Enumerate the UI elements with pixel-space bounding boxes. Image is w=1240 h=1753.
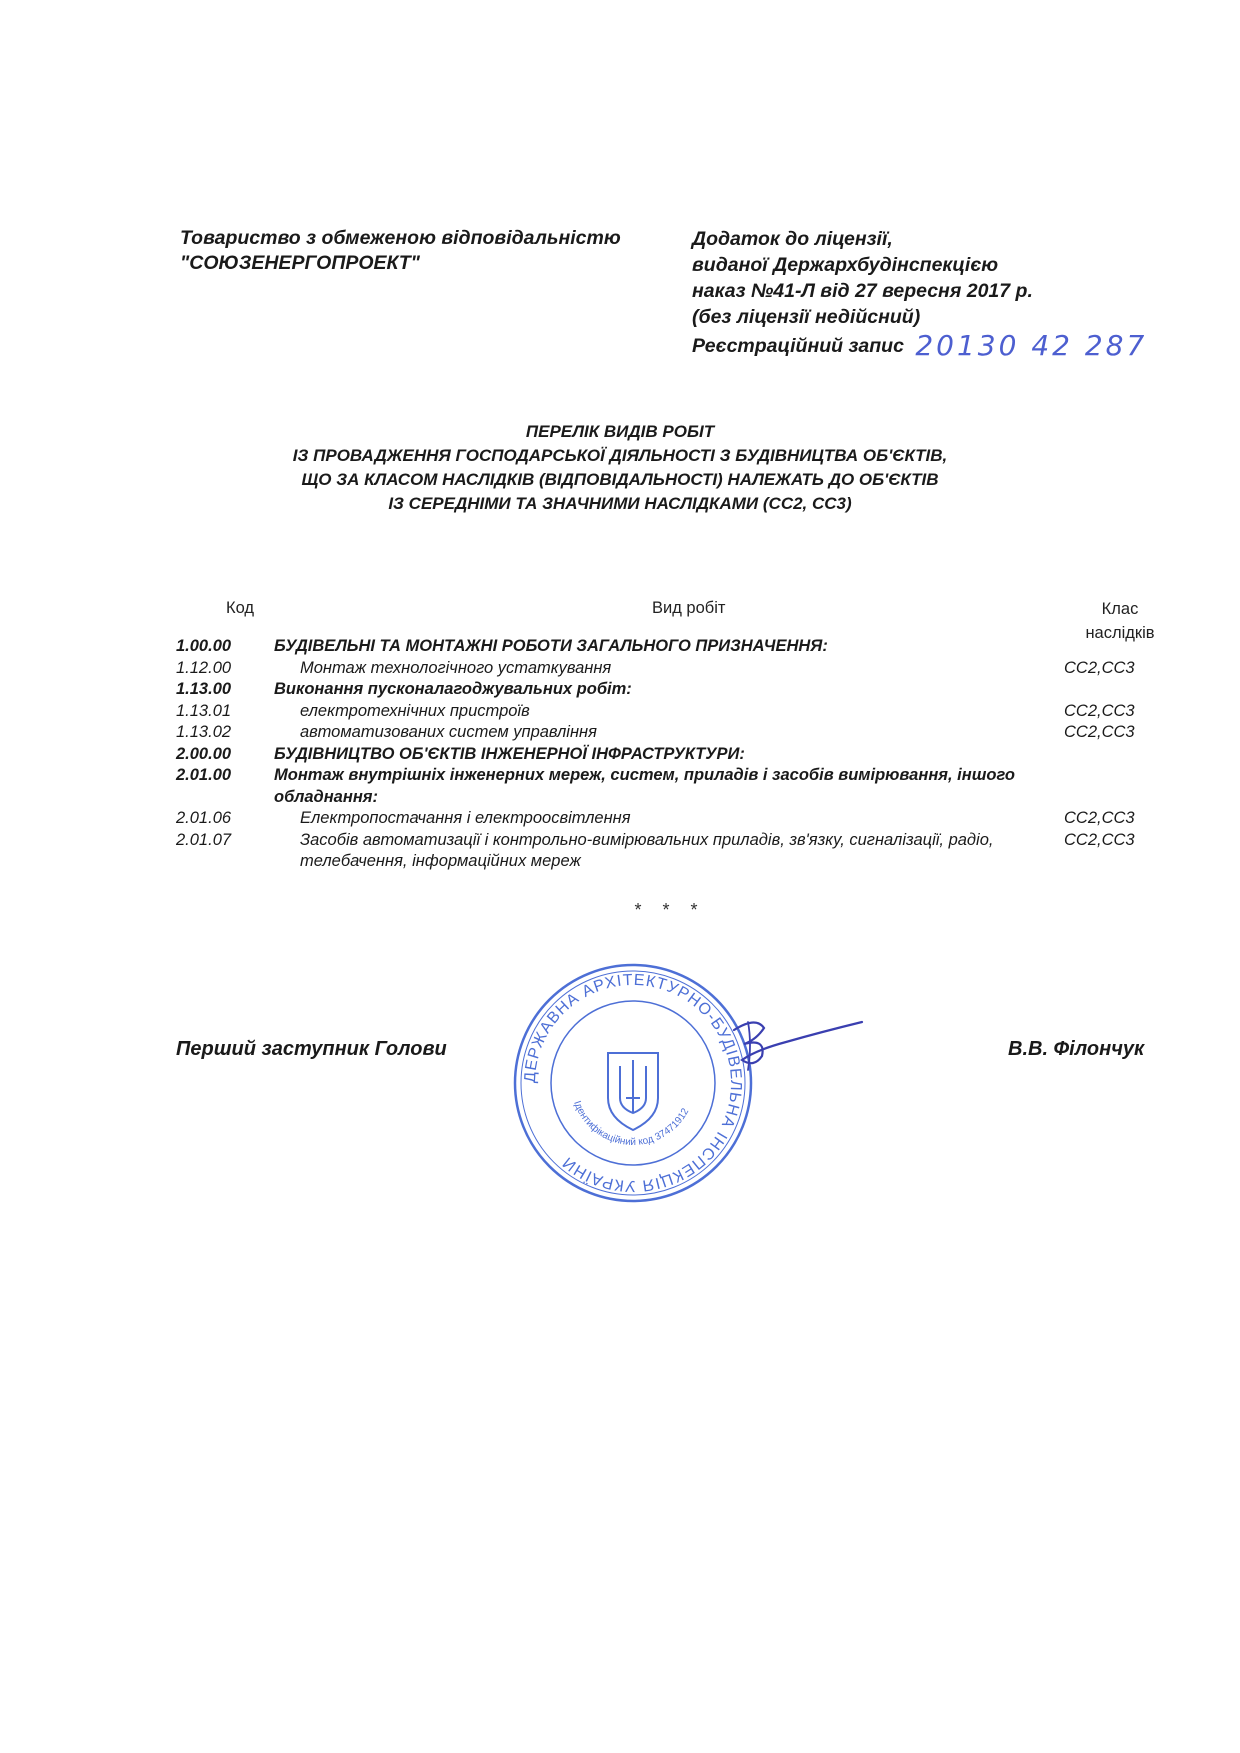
- works-table: [176, 636, 1176, 873]
- title-line-4: ІЗ СЕРЕДНІМИ ТА ЗНАЧНИМИ НАСЛІДКАМИ (СС2, СС3): [388, 494, 852, 513]
- registry-line: [692, 329, 1172, 362]
- table-row: [176, 636, 1176, 658]
- row-description: електротехнічних пристроїв: [300, 701, 530, 720]
- stamp-inner-text: Ідентифікаційний код 37471912: [571, 1099, 692, 1149]
- row-description: Електропостачання і електроосвітлення: [300, 809, 631, 827]
- annex-line-1: Додаток до ліцензії,: [692, 228, 893, 250]
- row-class: СС2,СС3: [1064, 723, 1135, 741]
- table-row: [176, 679, 1176, 701]
- registry-label: Реєстраційний запис: [692, 335, 904, 357]
- row-class: СС2,СС3: [1064, 830, 1135, 849]
- row-description: БУДІВЕЛЬНІ ТА МОНТАЖНІ РОБОТИ ЗАГАЛЬНОГО ПРИЗНАЧЕННЯ:: [274, 637, 828, 655]
- row-description: Засобів автоматизації і контрольно-вимірювальних приладів, зв'язку, сигналізації, радіо, телебачення, інформаційних мереж: [300, 830, 994, 870]
- row-description: Монтаж внутрішніх інженерних мереж, систем, приладів і засобів вимірювання, іншого обладнання:: [274, 766, 1015, 806]
- row-code: 2.01.07: [176, 830, 232, 849]
- title-line-1: ПЕРЕЛІК ВИДІВ РОБІТ: [525, 422, 715, 441]
- table-row: [176, 744, 1176, 766]
- row-code: 2.01.00: [176, 766, 232, 784]
- table-row: [176, 701, 1176, 723]
- company-name: "СОЮЗЕНЕРГОПРОЕКТ": [180, 252, 420, 274]
- row-code: 2.01.06: [176, 809, 232, 827]
- row-code: 1.12.00: [176, 658, 232, 677]
- table-row: [176, 830, 1176, 873]
- trident-emblem-icon: [608, 1053, 658, 1130]
- signatory-name: В.В. Філончук: [1008, 1038, 1145, 1060]
- row-class: СС2,СС3: [1064, 658, 1135, 677]
- table-row: [176, 722, 1176, 744]
- row-code: 1.13.02: [176, 723, 232, 741]
- stamp-outer-text: ДЕРЖАВНА АРХІТЕКТУРНО-БУДІВЕЛЬНА ІНСПЕКЦІЯ УКРАЇНИ: [521, 971, 745, 1195]
- annex-line-4: (без ліцензії недійсний): [692, 306, 921, 328]
- column-header-code: Код: [226, 599, 255, 617]
- official-stamp: [508, 958, 758, 1208]
- column-header-work: Вид робіт: [652, 599, 726, 617]
- table-row: [176, 765, 1176, 808]
- column-header-class-line-1: Клас: [1101, 600, 1139, 618]
- table-row: [176, 658, 1176, 680]
- row-description: БУДІВНИЦТВО ОБ'ЄКТІВ ІНЖЕНЕРНОЇ ІНФРАСТРУКТУРИ:: [274, 744, 745, 763]
- title-line-2: ІЗ ПРОВАДЖЕННЯ ГОСПОДАРСЬКОЇ ДІЯЛЬНОСТІ З БУДІВНИЦТВА ОБ'ЄКТІВ,: [292, 446, 948, 465]
- registry-number-handwritten: 20130 42 287: [915, 329, 1148, 362]
- column-header-class-line-2: наслідків: [1085, 624, 1155, 642]
- row-code: 1.00.00: [176, 637, 232, 655]
- separator-stars: * * *: [634, 900, 706, 920]
- company-block: [180, 226, 680, 276]
- row-class: СС2,СС3: [1064, 701, 1135, 720]
- row-code: 1.13.01: [176, 701, 232, 720]
- row-code: 2.00.00: [176, 744, 232, 763]
- title-line-3: ЩО ЗА КЛАСОМ НАСЛІДКІВ (ВІДПОВІДАЛЬНОСТІ) НАЛЕЖАТЬ ДО ОБ'ЄКТІВ: [301, 470, 939, 489]
- document-title: [160, 420, 1080, 516]
- handwritten-signature: [726, 1010, 866, 1080]
- annex-block: [692, 226, 1172, 362]
- row-class: СС2,СС3: [1064, 809, 1135, 827]
- row-description: Виконання пусконалагоджувальних робіт:: [274, 680, 632, 698]
- annex-line-3: наказ №41-Л від 27 вересня 2017 р.: [692, 280, 1033, 302]
- annex-line-2: виданої Держархбудінспекцією: [692, 254, 999, 276]
- table-row: [176, 808, 1176, 830]
- company-line-1: Товариство з обмеженою відповідальністю: [180, 227, 621, 249]
- signatory-title: Перший заступник Голови: [176, 1038, 447, 1060]
- row-description: автоматизованих систем управління: [300, 723, 597, 741]
- row-description: Монтаж технологічного устаткування: [300, 658, 612, 677]
- svg-text:Ідентифікаційний код 37471912: [571, 1099, 691, 1148]
- row-code: 1.13.00: [176, 680, 232, 698]
